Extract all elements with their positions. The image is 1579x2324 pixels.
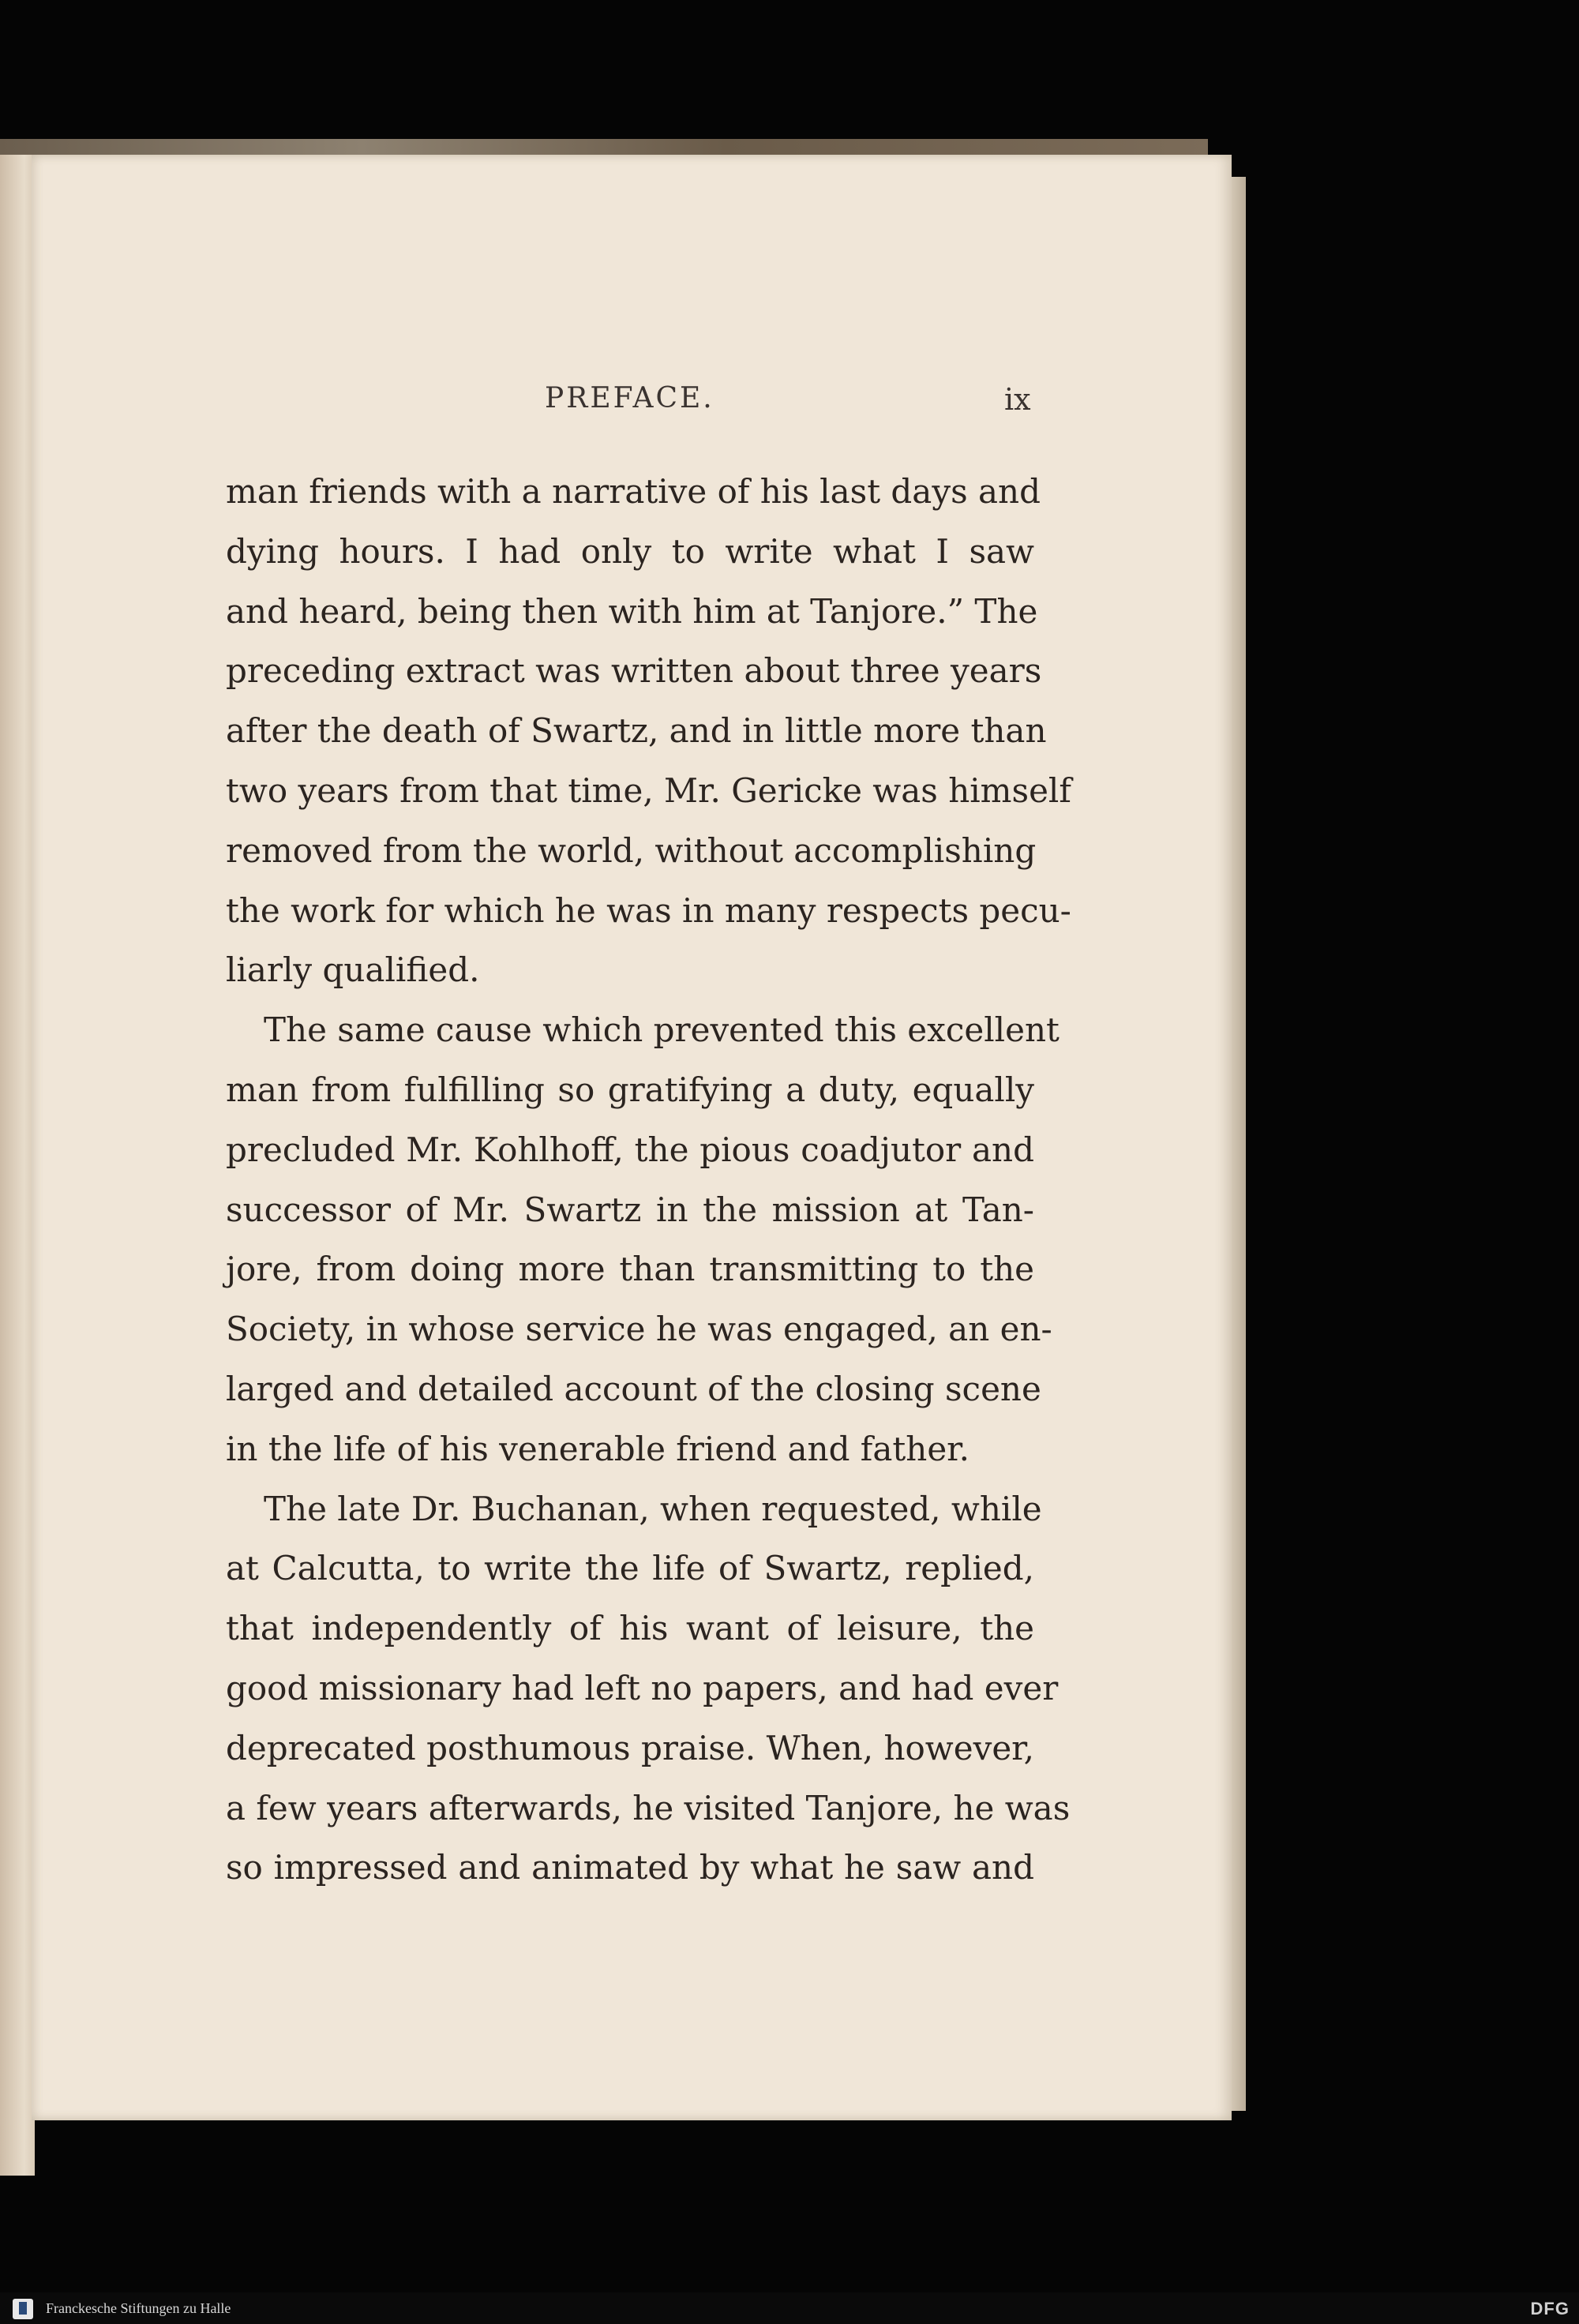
text-line: Society, in whose service he was engaged, an en- [226,1310,1052,1349]
text-line: jore, from doing more than transmitting to the [226,1250,1034,1289]
text-line: that independently of his want of leisure, the [226,1609,1034,1648]
running-title: PREFACE. [545,382,714,414]
text-line: after the death of Swartz, and in little more than [226,711,1047,751]
left-page-edge [0,155,35,2176]
footer-funder-logo: DFG [1530,2299,1570,2318]
text-line: man from fulfilling so gratifying a duty, equally [226,1070,1034,1109]
page-number: ix [1004,382,1031,417]
text-line: The same cause which prevented this excellent [264,1010,1060,1050]
text-line: precluded Mr. Kohlhoff, the pious coadjutor and [226,1130,1034,1169]
text-line: and heard, being then with him at Tanjore.” The [226,591,1038,631]
text-line: two years from that time, Mr. Gericke was himself [226,770,1071,810]
institution-logo-icon [13,2299,33,2319]
text-line: The late Dr. Buchanan, when requested, while [264,1489,1042,1528]
text-line: a few years afterwards, he visited Tanjore, he was [226,1788,1071,1827]
text-line: the work for which he was in many respects pecu- [226,890,1071,930]
text-line: at Calcutta, to write the life of Swartz, replied, [226,1549,1034,1588]
text-line: liarly qualified. [226,950,480,990]
text-line: preceding extract was written about three years [226,651,1042,691]
viewer-footer [0,2292,1579,2324]
text-line: good missionary had left no papers, and had ever [226,1668,1059,1707]
text-line: dying hours. I had only to write what I saw [226,531,1034,571]
text-line: man friends with a narrative of his last days and [226,472,1041,511]
text-line: removed from the world, without accomplishing [226,830,1037,870]
running-head [0,382,1579,422]
text-line: larged and detailed account of the closing scene [226,1369,1041,1408]
text-line: in the life of his venerable friend and father. [226,1429,970,1468]
footer-institution: Franckesche Stiftungen zu Halle [46,2300,231,2316]
text-line: deprecated posthumous praise. When, however, [226,1728,1034,1767]
body-text [226,462,1071,1898]
text-line: so impressed and animated by what he saw and [226,1848,1034,1887]
text-line: successor of Mr. Swartz in the mission at Tan- [226,1190,1034,1229]
